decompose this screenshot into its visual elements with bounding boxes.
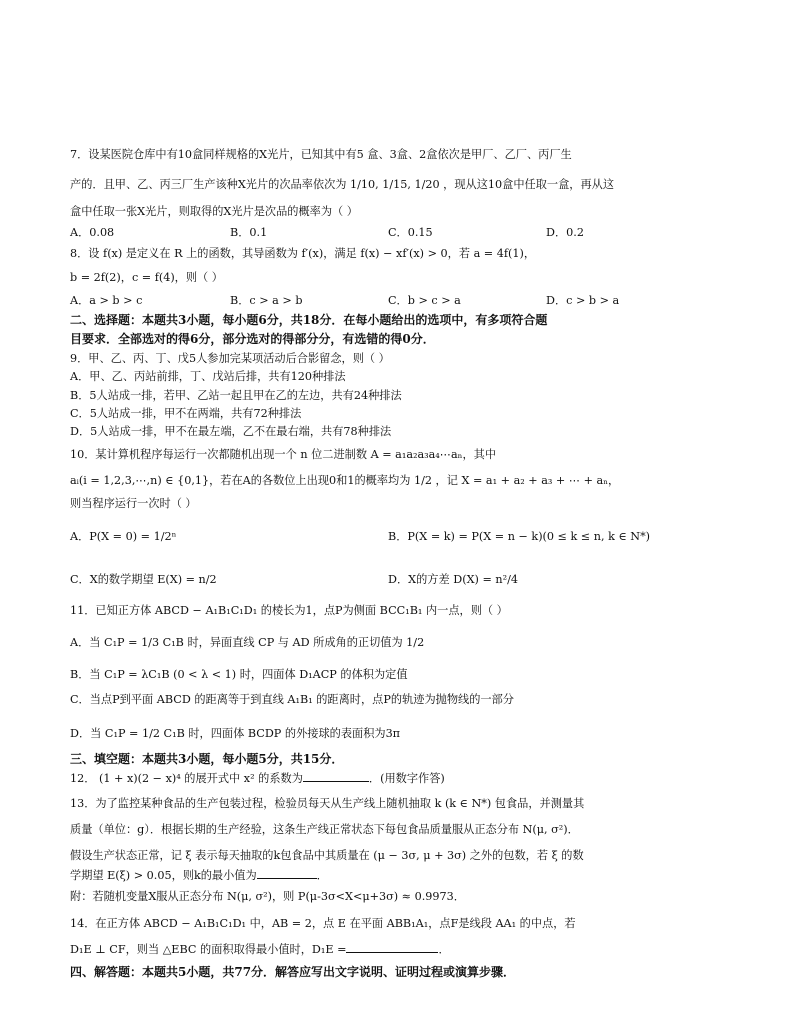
q11-option-c: C．当点P到平面 ABCD 的距离等于到直线 A₁B₁ 的距离时，点P的轨迹为抛物线的一部分 bbox=[70, 693, 514, 706]
q10-option-c: C．X的数学期望 E(X) = n/2 bbox=[70, 573, 217, 586]
q13-answer-blank bbox=[257, 878, 317, 879]
q14-line-2-end: ． bbox=[438, 943, 450, 956]
section-3-heading: 三、填空题：本题共3小题，每小题5分，共15分． bbox=[70, 752, 344, 766]
q8-line-1: 8．设 f(x) 是定义在 R 上的函数，其导函数为 f′(x)，满足 f(x) − xf′(x) > 0，若 a = 4f(1)， bbox=[70, 247, 536, 260]
q9-stem: 9．甲、乙、丙、丁、戊5人参加完某项活动后合影留念，则（ ） bbox=[70, 352, 390, 365]
q10-options-row-2 bbox=[70, 573, 730, 587]
q10-line-3: 则当程序运行一次时（ ） bbox=[70, 497, 197, 510]
q11-stem: 11．已知正方体 ABCD − A₁B₁C₁D₁ 的棱长为1，点P为侧面 BCC₁B₁ 内一点，则（ ） bbox=[70, 604, 508, 617]
q13-line-2: 质量（单位：g）．根据长期的生产经验，这条生产线正常状态下每包食品质量服从正态分布 N(μ, σ²)． bbox=[70, 823, 579, 836]
q8-option-c: C．b > c > a bbox=[388, 294, 461, 307]
q8-options bbox=[70, 294, 730, 308]
q13-line-3: 假设生产状态正常，记 ξ 表示每天抽取的k包食品中其质量在 (μ − 3σ, μ + 3σ) 之外的包数，若 ξ 的数 bbox=[70, 849, 584, 862]
q12-stem: 12． (1 + x)(2 − x)⁴ 的展开式中 x² 的系数为 bbox=[70, 772, 303, 785]
q7-line-3: 盒中任取一张X光片，则取得的X光片是次品的概率为（ ） bbox=[70, 205, 358, 218]
q8-option-a: A．a > b > c bbox=[70, 294, 143, 307]
q9-option-b: B．5人站成一排，若甲、乙站一起且甲在乙的左边，共有24种排法 bbox=[70, 389, 402, 402]
q7-option-c: C．0.15 bbox=[388, 226, 433, 239]
q8-option-d: D．c > b > a bbox=[546, 294, 620, 307]
q10-option-a: A．P(X = 0) = 1/2ⁿ bbox=[70, 530, 177, 543]
section-2-heading-line-1: 二、选择题：本题共3小题，每小题6分，共18分．在每小题给出的选项中，有多项符合题 bbox=[70, 313, 548, 327]
q11-option-a: A．当 C₁P = 1/3 C₁B 时，异面直线 CP 与 AD 所成角的正切值为 1/2 bbox=[70, 636, 425, 649]
q12-answer-blank bbox=[303, 781, 369, 782]
q8-line-2: b = 2f(2)，c = f(4)，则（ ） bbox=[70, 271, 223, 284]
q13-line-4-end: ． bbox=[316, 869, 328, 882]
q9-option-d: D．5人站成一排，甲不在最左端，乙不在最右端，共有78种排法 bbox=[70, 425, 392, 438]
q13-line-1: 13．为了监控某种食品的生产包装过程，检验员每天从生产线上随机抽取 k (k ∈ N*) 包食品，并测量其 bbox=[70, 797, 585, 810]
q13-line-5: 附：若随机变量X服从正态分布 N(μ, σ²)，则 P(μ-3σ<X<μ+3σ) ≈ 0.9973． bbox=[70, 890, 465, 903]
q9-option-a: A．甲、乙、丙站前排，丁、戊站后排，共有120种排法 bbox=[70, 370, 346, 383]
q14-line-2 bbox=[70, 943, 724, 957]
q7-option-a: A．0.08 bbox=[70, 226, 115, 239]
q7-option-d: D．0.2 bbox=[546, 226, 584, 239]
q9-option-c: C．5人站成一排，甲不在两端，共有72种排法 bbox=[70, 407, 302, 420]
q11-option-d: D．当 C₁P = 1/2 C₁B 时，四面体 BCDP 的外接球的表面积为3π bbox=[70, 727, 401, 740]
q14-line-2-text: D₁E ⊥ CF，则当 △EBC 的面积取得最小值时，D₁E = bbox=[70, 943, 347, 956]
q10-line-1: 10．某计算机程序每运行一次都随机出现一个 n 位二进制数 A = a₁a₂a₃a₄⋯aₙ，其中 bbox=[70, 448, 497, 461]
q14-answer-blank bbox=[346, 952, 438, 953]
q7-line-2: 产的．且甲、乙、丙三厂生产该种X光片的次品率依次为 1/10, 1/15, 1/20 ，现从这10盒中任取一盒，再从这 bbox=[70, 178, 615, 191]
q11-option-b: B．当 C₁P = λC₁B (0 < λ < 1) 时，四面体 D₁ACP 的体积为定值 bbox=[70, 668, 408, 681]
q7-options bbox=[70, 226, 730, 240]
q13-line-4-text: 学期望 E(ξ) > 0.05，则k的最小值为 bbox=[70, 869, 257, 882]
q8-option-b: B．c > a > b bbox=[230, 294, 303, 307]
section-4-heading: 四、解答题：本题共5小题，共77分．解答应写出文字说明、证明过程或演算步骤． bbox=[70, 965, 516, 979]
q10-option-d: D．X的方差 D(X) = n²/4 bbox=[388, 573, 518, 586]
q10-options-row-1 bbox=[70, 530, 730, 544]
section-2-heading-line-2: 目要求．全部选对的得6分，部分选对的得部分分，有选错的得0分． bbox=[70, 332, 435, 346]
q7-option-b: B．0.1 bbox=[230, 226, 268, 239]
q10-line-2: aᵢ(i = 1,2,3,⋯,n) ∈ {0,1}，若在A的各数位上出现0和1的概率均为 1/2 ，记 X = a₁ + a₂ + a₃ + ⋯ + aₙ， bbox=[70, 474, 620, 487]
q13-line-4 bbox=[70, 869, 724, 883]
q7-line-1: 7．设某医院仓库中有10盒同样规格的X光片，已知其中有5 盒、3盒、2盒依次是甲厂、乙厂、丙厂生 bbox=[70, 148, 572, 161]
q14-line-1: 14．在正方体 ABCD − A₁B₁C₁D₁ 中，AB = 2，点 E 在平面 ABB₁A₁，点F是线段 AA₁ 的中点，若 bbox=[70, 917, 576, 930]
q12-note: ．(用数字作答) bbox=[368, 772, 445, 785]
q12-line bbox=[70, 772, 724, 786]
q10-option-b: B．P(X = k) = P(X = n − k)(0 ≤ k ≤ n, k ∈ N*) bbox=[388, 530, 651, 543]
